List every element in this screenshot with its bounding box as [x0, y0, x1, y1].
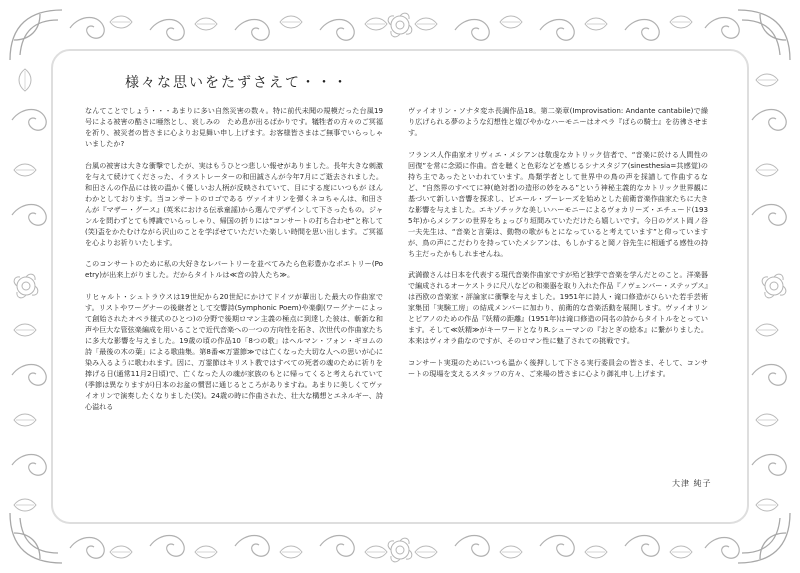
paragraph: リヒャルト・シュトラウスは19世紀から20世紀にかけてドイツが輩出した最大の作曲家です。リストやワーグナーの後継者として交響詩(Symphonic Poem)や楽劇(ワーグナーによって創始されたオペラ様式のひとつ)の分野で後期ロマン主義の極点に到達した彼は、斬新な和声や巨大な管弦楽編成を用いることで近代音楽への一つの方向性を拓き、次世代の作曲家たちに多大な影響を与えました。19歳の頃の作品10「8つの歌」はヘルマン・フォン・ギヨムの詩「最後の木の葉」による歌曲集。第8番≪万霊節≫では亡くなった大切な人への思いが心に染み入るように歌われます。因に、万霊節はキリスト教ではすべての死者の魂のために祈りを捧げる日(通常11月2日頃)で、亡くなった人の魂が家族のもとに帰ってくると考えられていて(季節は異なりますが)日本のお盆の慣習に通じるところがありますね。あまりに美しくてヴァイオリンで演奏したくなりました(笑)。24歳の時に作曲された、壮大な構想とエネルギー、詩心溢れる: [85, 291, 383, 411]
paragraph: なんてことでしょう・・・あまりに多い自然災害の数々。特に前代未聞の規模だった台風19号による被害の酷さに唖然とし、哀しみの ため息が出るばかりです。犠牲者の方々のご冥福を祈り、被災者の皆さまに心よりお見舞い申し上げます。お客様皆さまはご無事でいらっしゃいましたか?: [85, 106, 383, 148]
paragraph: このコンサートのために私の大好きなレパートリーを並べてみたら色彩豊かなポエトリー(Poetry)が出来上がりました。だからタイトルは≪音の詩人たち≫。: [85, 259, 383, 279]
author-signature: 大津 純子: [672, 479, 712, 488]
left-column: [85, 105, 383, 422]
paragraph: 台風の被害は大きな衝撃でしたが、実はもうひとつ悲しい報せがありました。長年大きな刺激を与えて続けてくださった、イラストレーターの和田誠さんが今年7月にご逝去されました。和田さんの作品には彼の温かく優しいお人柄が反映されていて、目にする度にいつもが ほんわかとしております。当コンサートのロゴである ヴァイオリンを弾くネコちゃんは、和田さんが『マザー・グース』(英米における伝承童謡)から選んでデザインして下さったもの。ジャンルを問わずとても博識でいらっしゃり、帰国の折りには“コンサートの打ち合わせ”と称して(笑)盃をかたむけながら沢山のことを学ばせていただいた楽しい時間を思い出します。ご冥福を心よりお祈りいたします。: [85, 160, 384, 247]
paragraph: コンサート実現のためにいつも温かく後押しして下さる実行委員会の皆さま、そして、コンサートの現場を支えるスタッフの方々、ご来場の皆さまに心より御礼申し上げます。: [408, 357, 708, 378]
page-title: 様々な思いをたずさえて・・・: [125, 75, 349, 91]
paragraph: ヴァイオリン・ソナタ変ホ長調作品18。第二楽章(Improvisation: Andante cantabile)で繰り広げられる夢のような幻想性と煌びやかなハーモニーはオペラ『ばらの騎士』を彷彿させます。: [408, 106, 708, 137]
paragraph: 武満徹さんは日本を代表する現代音楽作曲家ですが殆ど独学で音楽を学んだとのこと。洋楽器で編成されるオーケストラに尺八などの和楽器を取り入れた作品『ノヴェンバー・ステップス』は西欧の音楽家・評論家に衝撃を与えました。1951年に詩人・滝口修造がひらいた若手芸術家集団「実験工房」の結成メンバーに加わり、前衛的な音楽活動を展開します。ヴァイオリンとピアノのための作品『妖精の距離』(1951年)は滝口修造の同名の詩からタイトルをとっています。そして≪妖精≫がキーワードとなりR.シューマンの『おとぎの絵本』に繋がりました。本来はヴィオラ曲なのですが、そのロマン性に魅了されての挑戦です。: [408, 270, 708, 345]
paragraph: フランス人作曲家オリヴィエ・メシアンは敬虔なカトリック信者で、“音楽に於ける人間性の回復”を常に念頭に作曲。音を聴くと色彩などを感じるシナスタジア(sinesthesia=共感覚)の持ち主であったといわれています。鳥類学者として世界中の鳥の声を採譜して作曲するなど、“自然界のすべてに神(絶対者)の造形の妙をみる”という神秘主義的なカトリック世界観に基づいて新しい音響を探求し、ピエール・ブーレーズを始めとした前衛音楽作曲家たちに大きな影響を与えました。エキゾチックな美しいハーモニーによるヴォカリーズ・エチュード(1935年)からメシアンの世界をちょっぴり垣間みていただけたら嬉しいです。今日のゲスト岡ノ谷一夫先生は、“音楽と言葉は、動物の歌がもとになっていると考えています”と仰っていますが、鳥の声にこだわりを持っていたメシアンは、もしかすると岡ノ谷先生に相通ずる感性の持ち主だったかもしれませんね。: [408, 149, 708, 258]
right-column: [408, 105, 708, 389]
